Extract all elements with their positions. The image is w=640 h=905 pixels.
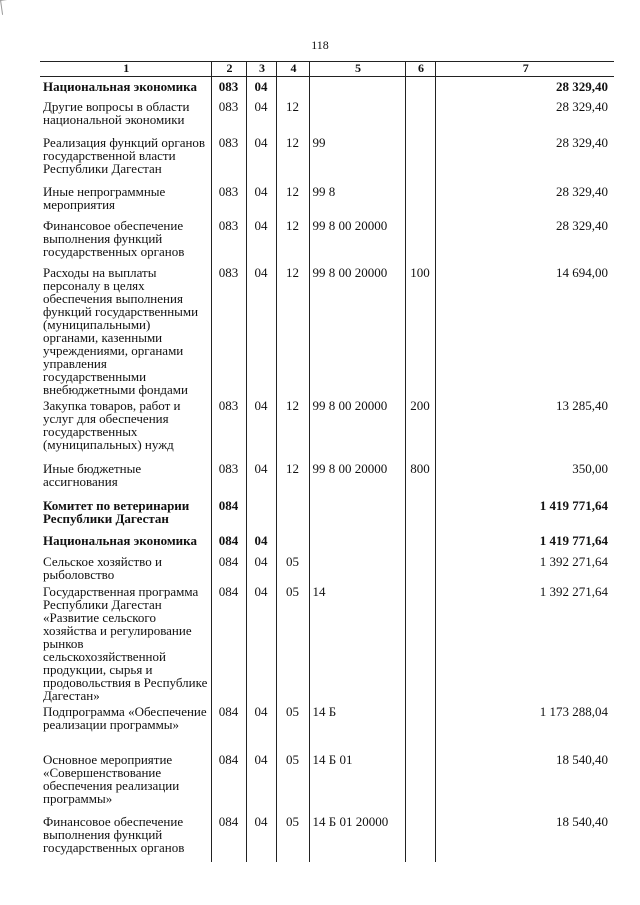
row-amount: 28 329,40 [435,77,614,97]
table-row [40,182,614,216]
table-row [40,396,614,459]
row-code-3: 04 [246,182,276,216]
row-code-6 [405,182,435,216]
row-code-2: 084 [211,582,246,702]
row-code-5: 14 Б 01 [309,750,405,812]
table-row [40,531,614,552]
row-code-3: 04 [246,396,276,459]
row-code-4: 05 [276,582,309,702]
table-row [40,702,614,750]
row-amount: 1 419 771,64 [435,496,614,531]
row-code-6: 200 [405,396,435,459]
budget-table [40,61,614,862]
table-row [40,750,614,812]
row-code-3: 04 [246,582,276,702]
table-row [40,77,614,97]
row-code-6 [405,216,435,263]
row-code-2: 084 [211,496,246,531]
row-name: Иные бюджетные ассигнования [43,460,142,489]
row-name: Финансовое обеспечение выполнения функций государственных органов [43,217,185,259]
row-name: Финансовое обеспечение выполнения функций государственных органов [43,813,185,855]
row-code-4: 12 [276,459,309,496]
row-code-4: 12 [276,133,309,182]
col-header-4: 4 [276,62,309,77]
col-header-6: 6 [405,62,435,77]
row-code-6 [405,133,435,182]
row-amount: 28 329,40 [435,97,614,133]
table-row [40,552,614,582]
table-row [40,812,614,862]
header-row [40,62,614,77]
row-code-4: 12 [276,396,309,459]
table-row [40,133,614,182]
row-code-2: 084 [211,552,246,582]
row-code-4: 05 [276,702,309,750]
row-code-2: 083 [211,182,246,216]
row-code-5: 99 8 00 20000 [309,396,405,459]
row-code-6 [405,552,435,582]
row-code-2: 084 [211,702,246,750]
row-code-6: 100 [405,263,435,396]
row-code-4: 05 [276,812,309,862]
row-name: Иные непрограммные мероприятия [43,183,166,212]
row-code-4 [276,531,309,552]
row-code-5: 99 [309,133,405,182]
table-row [40,459,614,496]
row-code-3: 04 [246,750,276,812]
row-code-4: 12 [276,216,309,263]
row-name: Комитет по ветеринарии Республики Дагестан [43,497,190,526]
row-code-4: 05 [276,750,309,812]
col-header-1: 1 [40,62,211,77]
row-code-5: 99 8 [309,182,405,216]
row-name: Закупка товаров, работ и услуг для обеспечения государственных (муниципальных) нужд [43,397,181,452]
row-code-6 [405,496,435,531]
row-code-2: 083 [211,133,246,182]
row-code-6 [405,582,435,702]
row-amount: 18 540,40 [435,750,614,812]
row-code-3: 04 [246,216,276,263]
row-code-4: 05 [276,552,309,582]
col-header-7: 7 [435,62,614,77]
row-amount: 1 392 271,64 [435,552,614,582]
row-name: Подпрограмма «Обеспечение реализации программы» [43,703,207,732]
row-code-5: 14 [309,582,405,702]
row-code-5 [309,77,405,97]
row-code-6 [405,531,435,552]
row-code-6 [405,812,435,862]
row-amount: 13 285,40 [435,396,614,459]
col-header-5: 5 [309,62,405,77]
row-name: Расходы на выплаты персоналу в целях обеспечения выполнения функций государственными (муниципальными) органами, казенными учреждениями, органами управления государственными внебюджетными фондами [43,264,199,397]
row-code-5 [309,552,405,582]
row-code-3: 04 [246,77,276,97]
row-amount: 14 694,00 [435,263,614,396]
row-code-3 [246,496,276,531]
row-code-3: 04 [246,263,276,396]
row-code-6 [405,750,435,812]
row-code-2: 084 [211,531,246,552]
row-code-5: 14 Б 01 20000 [309,812,405,862]
row-code-4: 12 [276,263,309,396]
row-code-5 [309,496,405,531]
row-amount: 18 540,40 [435,812,614,862]
row-code-6 [405,77,435,97]
table-body [40,77,614,862]
page-number: 118 [311,38,329,52]
row-name: Государственная программа Республики Дагестан «Развитие сельского хозяйства и регулирование рынков сельскохозяйственной продукции, сырья и продовольствия в Республике Дагестан» [43,583,208,703]
row-amount: 350,00 [435,459,614,496]
row-name: Основное мероприятие «Совершенствование обеспечения реализации программы» [43,751,180,806]
row-code-5: 99 8 00 20000 [309,263,405,396]
row-code-5 [309,97,405,133]
row-amount: 1 173 288,04 [435,702,614,750]
col-header-3: 3 [246,62,276,77]
row-code-2: 083 [211,459,246,496]
row-code-6 [405,702,435,750]
row-code-3: 04 [246,812,276,862]
row-code-4: 12 [276,97,309,133]
row-code-2: 083 [211,263,246,396]
table-row [40,97,614,133]
row-name: Другие вопросы в области национальной экономики [43,98,190,127]
row-name: Национальная экономика [43,79,197,94]
row-amount: 1 419 771,64 [435,531,614,552]
row-code-3: 04 [246,97,276,133]
row-name: Национальная экономика [43,532,197,548]
row-code-5 [309,531,405,552]
row-name: Реализация функций органов государственной власти Республики Дагестан [43,134,206,176]
row-amount: 28 329,40 [435,182,614,216]
row-code-3: 04 [246,702,276,750]
row-code-3: 04 [246,459,276,496]
scan-corner-mark [0,0,17,15]
table-row [40,263,614,396]
row-code-5: 99 8 00 20000 [309,216,405,263]
row-code-2: 084 [211,812,246,862]
row-code-4: 12 [276,182,309,216]
table-row [40,496,614,531]
row-code-3: 04 [246,133,276,182]
row-code-3: 04 [246,531,276,552]
row-code-5: 99 8 00 20000 [309,459,405,496]
row-code-2: 084 [211,750,246,812]
row-code-2: 083 [211,77,246,97]
row-code-2: 083 [211,216,246,263]
row-code-4 [276,496,309,531]
col-header-2: 2 [211,62,246,77]
row-name: Сельское хозяйство и рыболовство [43,553,162,582]
table-row [40,582,614,702]
row-code-2: 083 [211,97,246,133]
row-amount: 28 329,40 [435,216,614,263]
row-code-6 [405,97,435,133]
table-row [40,216,614,263]
row-amount: 1 392 271,64 [435,582,614,702]
row-amount: 28 329,40 [435,133,614,182]
row-code-4 [276,77,309,97]
row-code-6: 800 [405,459,435,496]
row-code-5: 14 Б [309,702,405,750]
row-code-2: 083 [211,396,246,459]
row-code-3: 04 [246,552,276,582]
